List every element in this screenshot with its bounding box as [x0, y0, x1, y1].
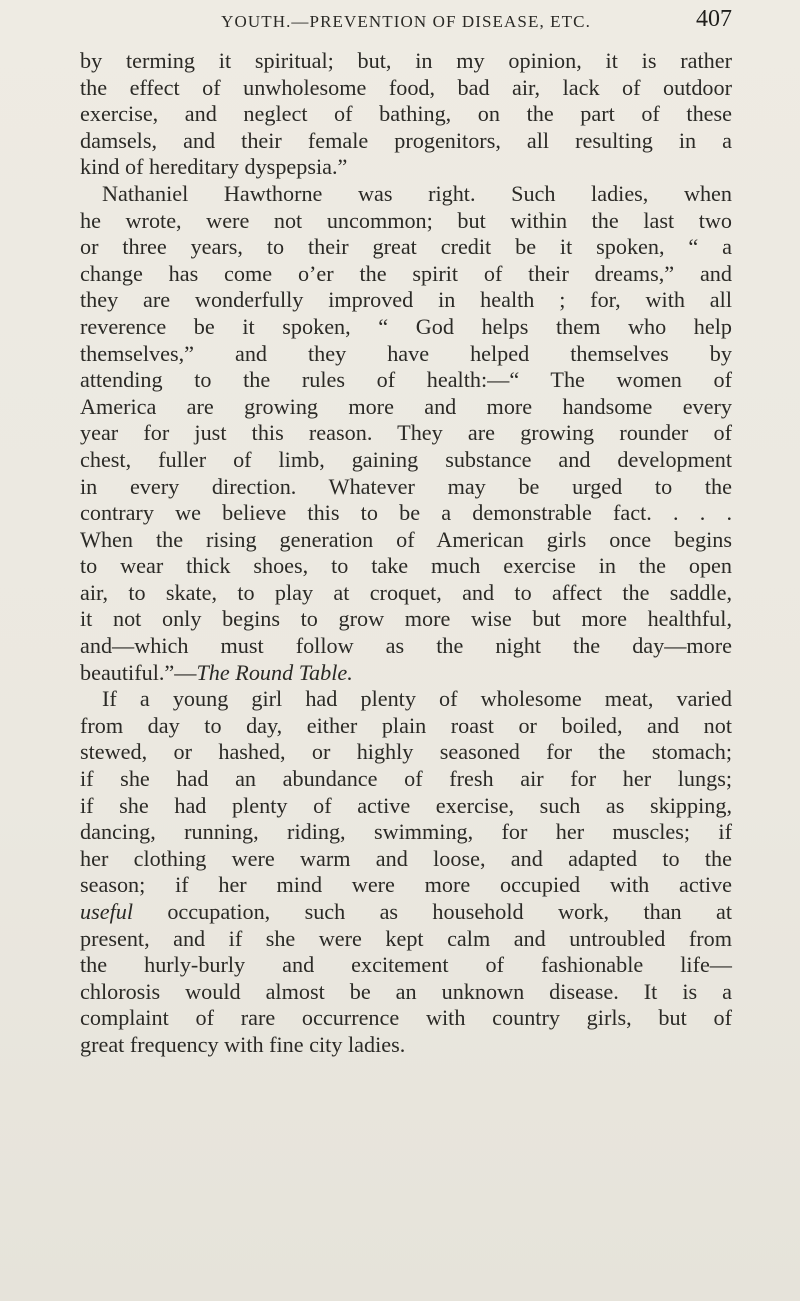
text-line: and—which must follow as the night the day—more [80, 633, 732, 659]
text-line: damsels, and their female progenitors, all resulting in a [80, 127, 732, 153]
text-line: dancing, running, riding, swimming, for her muscles; if [80, 819, 732, 845]
page-header [80, 6, 732, 40]
text-line-citation [80, 660, 732, 687]
text-line: kind of hereditary dyspepsia.” [80, 154, 348, 180]
paragraph-1 [80, 48, 732, 181]
text-line: change has come o’er the spirit of their dreams,” and [80, 260, 732, 286]
text-line: or three years, to their great credit be it spoken, “ a [80, 234, 732, 260]
text-line: exercise, and neglect of bathing, on the part of these [80, 101, 732, 127]
citation-lead: beautiful.”— [80, 659, 197, 685]
text-fragment: occupation, such as household work, than at [133, 899, 732, 924]
text-line: to wear thick shoes, to take much exercise in the open [80, 553, 732, 579]
text-line: he wrote, were not uncommon; but within the last two [80, 207, 732, 233]
text-line: reverence be it spoken, “ God helps them who help [80, 313, 732, 339]
text-line: the effect of unwholesome food, bad air, lack of outdoor [80, 74, 732, 100]
citation-source: The Round Table. [196, 659, 353, 685]
text-line: If a young girl had plenty of wholesome meat, varied [102, 686, 732, 712]
text-line: Nathaniel Hawthorne was right. Such ladies, when [102, 180, 732, 206]
text-line: chlorosis would almost be an unknown disease. It is a [80, 978, 732, 1004]
text-line: the hurly-burly and excitement of fashionable life— [80, 952, 732, 978]
text-line: When the rising generation of American girls once begins [80, 526, 732, 552]
text-line: chest, fuller of limb, gaining substance and development [80, 446, 732, 472]
text-line: they are wonderfully improved in health ; for, with all [80, 287, 732, 313]
paragraph-2 [80, 181, 732, 686]
running-title: YOUTH.—PREVENTION OF DISEASE, ETC. [221, 12, 591, 31]
text-line: great frequency with fine city ladies. [80, 1031, 406, 1057]
text-line: complaint of rare occurrence with country girls, but of [80, 1005, 732, 1031]
text-line-emphasis [80, 899, 732, 926]
text-line: contrary we believe this to be a demonstrable fact. . . . [80, 500, 732, 526]
body-text [80, 48, 732, 1059]
text-line: attending to the rules of health:—“ The women of [80, 367, 732, 393]
text-line: stewed, or hashed, or highly seasoned for the stomach; [80, 739, 732, 765]
emphasis-word: useful [80, 899, 133, 924]
text-line: by terming it spiritual; but, in my opinion, it is rather [80, 48, 732, 73]
text-line: year for just this reason. They are growing rounder of [80, 420, 732, 446]
text-line: if she had an abundance of fresh air for her lungs; [80, 766, 732, 792]
text-line: air, to skate, to play at croquet, and to affect the saddle, [80, 579, 732, 605]
text-line: present, and if she were kept calm and untroubled from [80, 925, 732, 951]
text-line: in every direction. Whatever may be urged to the [80, 473, 732, 499]
page-number: 407 [696, 6, 732, 32]
text-line: America are growing more and more handsome every [80, 393, 732, 419]
text-line: if she had plenty of active exercise, such as skipping, [80, 792, 732, 818]
paragraph-3 [80, 686, 732, 1058]
text-line: from day to day, either plain roast or boiled, and not [80, 712, 732, 738]
text-line: her clothing were warm and loose, and adapted to the [80, 845, 732, 871]
text-line: season; if her mind were more occupied with active [80, 872, 732, 898]
text-line: themselves,” and they have helped themselves by [80, 340, 732, 366]
text-line: it not only begins to grow more wise but more healthful, [80, 606, 732, 632]
